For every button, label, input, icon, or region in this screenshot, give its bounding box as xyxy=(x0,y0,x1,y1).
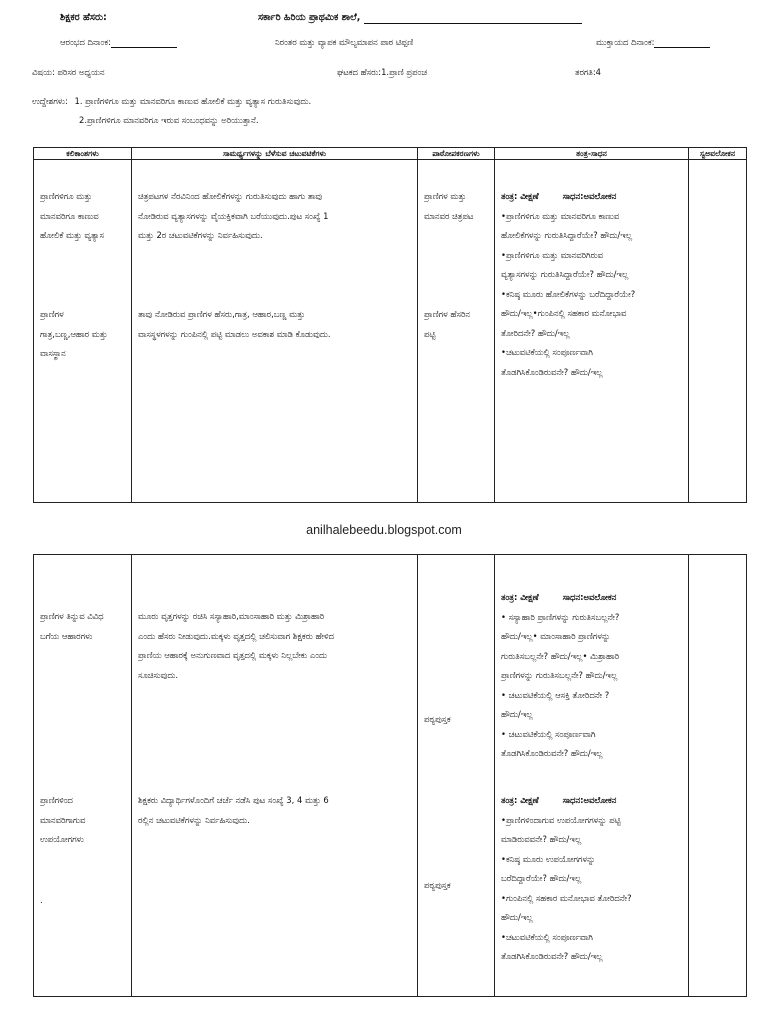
technique-line: ಪ್ರಾಣಿಗಳನ್ನು ಗುರುತಿಸಬಲ್ಲನೇ? ಹೌದು/ಇಲ್ಲ xyxy=(501,670,618,680)
lesson-table-1 xyxy=(33,147,747,503)
header-learning-points: ಕಲಿಕಾಂಶಗಳು xyxy=(34,148,132,160)
topic-animal-features: ಪ್ರಾಣಿಗಳ ಗಾತ್ರ,ಬಣ್ಣ,ಆಹಾರ ಮತ್ತು ವಾಸಸ್ಥಾನ xyxy=(40,309,108,358)
technique-tool-cell xyxy=(495,555,689,997)
start-date-label: ಆರಂಭದ ದಿನಾಂಕ: xyxy=(60,37,111,47)
table-header-row xyxy=(34,148,747,160)
learning-points-cell xyxy=(34,160,132,503)
materials-cell xyxy=(418,555,495,997)
technique-line: ತೊಡಗಿಸಿಕೊಂಡಿರುವನೇ? ಹೌದು/ಇಲ್ಲ xyxy=(501,951,603,961)
topic-animal-uses: ಪ್ರಾಣಿಗಳಿಂದ ಮಾನವರಿಗಾಗುವ ಉಪಯೋಗಗಳು xyxy=(40,795,86,844)
blog-watermark: anilhalebeedu.blogspot.com xyxy=(306,523,462,537)
technique-line: ಹೌದು/ಇಲ್ಲ•ಗುಂಪಿನಲ್ಲಿ ಸಹಕಾರ ಮನೋಭಾವ xyxy=(501,308,627,318)
activity-food-circles: ಮೂರು ವೃತ್ತಗಳನ್ನು ರಚಿಸಿ ಸಸ್ಯಾಹಾರಿ,ಮಾಂಸಾಹಾರಿ ಮತ್ತು ಮಿಶ್ರಾಹಾರಿ ಎಂದು ಹೆಸರು ನೀಡುವುದು.ಮಕ್ಕಳು ವೃತ್ತದಲ್ಲಿ ಚಲಿಸುವಾಗ ಶಿಕ್ಷಕರು ಹೇಳಿದ ಪ್ರಾಣಿಯ ಆಹಾರಕ್ಕೆ ಅನುಗುಣವಾದ ವೃತ್ತದಲ್ಲಿ ಮಕ್ಕಳು ನಿಲ್ಲಬೇಕು ಎಂದು ಸೂಚಿಸುವುದು. xyxy=(138,611,334,680)
activity-list-animals: ತಾವು ನೋಡಿರುವ ಪ್ರಾಣಿಗಳ ಹೆಸರು,ಗಾತ್ರ, ಆಹಾರ,ಬಣ್ಣ ಮತ್ತು ವಾಸಸ್ಥಳಗಳನ್ನು ಗುಂಪಿನಲ್ಲಿ ಪಟ್ಟಿ ಮಾಡಲು ಅವಕಾಶ ಮಾಡಿ ಕೊಡುವುದು. xyxy=(138,309,331,339)
header-technique-tool: ತಂತ್ರ-ಸಾಧನ xyxy=(495,148,689,160)
school-name-field[interactable] xyxy=(364,23,582,24)
material-textbook: ಪಠ್ಯಪುಸ್ತಕ xyxy=(424,880,451,890)
subject-label: ವಿಷಯ: ಪರಿಸರ ಅಧ್ಯಯನ xyxy=(32,67,105,77)
tool-title: ಸಾಧನ:ಅವಲೋಕನ xyxy=(562,592,617,602)
objectives-line-1 xyxy=(32,96,311,107)
tool-title: ಸಾಧನ:ಅವಲೋಕನ xyxy=(562,191,617,201)
technique-line: •ಚಟುವಟಿಕೆಯಲ್ಲಿ ಸಂಪೂರ್ಣವಾಗಿ xyxy=(501,347,593,357)
end-date-line xyxy=(596,37,710,48)
technique-line: • ಚಟುವಟಿಕೆಯಲ್ಲಿ ಸಂಪೂರ್ಣವಾಗಿ xyxy=(501,728,596,739)
technique-line: •ಚಟುವಟಿಕೆಯಲ್ಲಿ ಸಂಪೂರ್ಣವಾಗಿ xyxy=(501,931,593,942)
lesson-table-2 xyxy=(33,554,747,997)
materials-cell xyxy=(418,160,495,503)
technique-title: ತಂತ್ರ: ವೀಕ್ಷಣೆ xyxy=(501,795,539,805)
technique-line: ಗುರುತಿಸಬಲ್ಲನೇ? ಹೌದು/ಇಲ್ಲ• ಮಿಶ್ರಾಹಾರಿ xyxy=(501,650,620,661)
material-name-list: ಪ್ರಾಣಿಗಳ ಹೆಸರಿನ ಪಟ್ಟಿ xyxy=(424,309,471,339)
technique-line: ಹೌದು/ಇಲ್ಲ xyxy=(501,912,533,922)
topic-animals-humans: ಪ್ರಾಣಿಗಳಿಗೂ ಮತ್ತು ಮಾನವರಿಗೂ ಕಾಣುವ ಹೋಲಿಕೆ ಮತ್ತು ವ್ಯತ್ಯಾಸ xyxy=(40,191,104,240)
technique-title: ತಂತ್ರ: ವೀಕ್ಷಣೆ xyxy=(501,191,539,201)
learning-points-cell xyxy=(34,555,132,997)
unit-label: ಘಟಕದ ಹೆಸರು:1.ಪ್ರಾಣಿ ಪ್ರಪಂಚ xyxy=(337,67,427,77)
start-date-field[interactable] xyxy=(111,47,177,48)
material-picture-chart: ಪ್ರಾಣಿಗಳ ಮತ್ತು ಮಾನವರ ಚಿತ್ರಪಟ xyxy=(424,191,474,221)
technique-line: •ಗುಂಪಿನಲ್ಲಿ ಸಹಕಾರ ಮನೋಭಾವ ತೋರಿದನೇ? xyxy=(501,892,632,903)
school-label xyxy=(258,12,582,24)
technique-line: ಹೌದು/ಇಲ್ಲ xyxy=(501,709,533,719)
technique-line: • ಚಟುವಟಿಕೆಯಲ್ಲಿ ಆಸಕ್ತಿ ತೋರಿದನೇ ? xyxy=(501,689,610,700)
start-date-line xyxy=(60,37,177,48)
technique-title: ತಂತ್ರ: ವೀಕ್ಷಣೆ xyxy=(501,592,539,602)
technique-line: ಬರೆದಿದ್ದಾರೆಯೇ? ಹೌದು/ಇಲ್ಲ xyxy=(501,873,582,883)
technique-block-uses xyxy=(501,791,684,967)
activity-discussion: ಶಿಕ್ಷಕರು ವಿದ್ಯಾರ್ಥಿಗಳೊಂದಿಗೆ ಚರ್ಚೆ ನಡೆಸಿ ಪುಟ ಸಂಖ್ಯೆ 3, 4 ಮತ್ತು 6 ರಲ್ಲಿನ ಚಟುವಟಿಕೆಗಳನ್ನು ನಿರ್ವಹಿಸುವುದು. xyxy=(138,795,329,825)
technique-line: •ಪ್ರಾಣಿಗಳಿಗೂ ಮತ್ತು ಮಾನವರಿಗೂ ಕಾಣುವ xyxy=(501,210,620,221)
header-self-review: ಸ್ವಅವಲೋಕನ xyxy=(689,148,747,160)
activity-pictures: ಚಿತ್ರಪಟಗಳ ನೆರವಿನಿಂದ ಹೋಲಿಕೆಗಳನ್ನು ಗುರುತಿಸುವುದು ಹಾಗು ತಾವು ನೋಡಿರುವ ವ್ಯತ್ಯಾಸಗಳನ್ನು ವೈಯಕ್ತಿಕವಾಗಿ ಬರೆಯುವುದು.ಪುಟ ಸಂಖ್ಯೆ 1 ಮತ್ತು 2ರ ಚಟುವಟಿಕೆಗಳನ್ನು ನಿರ್ವಹಿಸುವುದು. xyxy=(138,191,329,240)
technique-line: ಹೋಲಿಕೆಗಳನ್ನು ಗುರುತಿಸಿದ್ದಾರೆಯೇ? ಹೌದು/ಇಲ್ಲ xyxy=(501,230,633,240)
material-textbook: ಪಠ್ಯಪುಸ್ತಕ xyxy=(424,714,451,724)
technique-line: •ಕನಿಷ್ಠ ಮೂರು ಉಪಯೋಗಗಳನ್ನು xyxy=(501,853,596,864)
school-label-text: ಸರ್ಕಾರಿ ಹಿರಿಯ ಪ್ರಾಥಮಿಕ ಶಾಲೆ, xyxy=(258,12,361,23)
technique-line: •ಪ್ರಾಣಿಗಳಿಂದಾಗುವ ಉಪಯೋಗಗಳನ್ನು ಪಟ್ಟಿ xyxy=(501,814,621,825)
objective-2: 2.ಪ್ರಾಣಿಗಳಿಗೂ ಮಾನವರಿಗೂ ಇರುವ ಸಂಬಂಧವನ್ನು ಅರಿಯುತ್ತಾನೆ. xyxy=(79,115,259,125)
activities-cell xyxy=(132,160,418,503)
technique-line: • ಸಸ್ಯಾಹಾರಿ ಪ್ರಾಣಿಗಳನ್ನು ಗುರುತಿಸಬಲ್ಲನೇ? xyxy=(501,611,620,622)
table-row xyxy=(34,160,747,503)
grade-label: ತರಗತಿ:4 xyxy=(575,67,601,77)
objectives-label: ಉದ್ದೇಶಗಳು: xyxy=(32,96,68,106)
technique-line: ತೊಡಗಿಸಿಕೊಂಡಿರುವನೇ? ಹೌದು/ಇಲ್ಲ xyxy=(501,748,603,758)
self-review-cell[interactable] xyxy=(689,160,747,503)
plan-title: ನಿರಂತರ ಮತ್ತು ವ್ಯಾಪಕ ಮೌಲ್ಯಮಾಪನ ಪಾಠ ಟಿಪ್ಪಣಿ xyxy=(275,37,414,47)
technique-line: ಹೌದು/ಇಲ್ಲ• ಮಾಂಸಾಹಾರಿ ಪ್ರಾಣಿಗಳನ್ನು xyxy=(501,631,611,641)
technique-block-food xyxy=(501,588,684,764)
teacher-name-label: ಶಿಕ್ಷಕರ ಹೆಸರು: xyxy=(60,12,107,23)
technique-line: ಮಾಡಿರುವವನೇ? ಹೌದು/ಇಲ್ಲ xyxy=(501,834,582,844)
technique-block xyxy=(501,187,684,382)
header-materials: ಪಾಠೋಪಕರಣಗಳು xyxy=(418,148,495,160)
self-review-cell[interactable] xyxy=(689,555,747,997)
technique-line: •ಪ್ರಾಣಿಗಳಿಗೂ ಮತ್ತು ಮಾನವರಿಗಿರುವ xyxy=(501,249,604,260)
end-date-label: ಮುಕ್ತಾಯದ ದಿನಾಂಕ: xyxy=(596,37,655,47)
technique-tool-cell xyxy=(495,160,689,503)
table-row xyxy=(34,555,747,997)
stray-dot: . xyxy=(40,895,43,905)
technique-line: ತೋರಿದನೇ? ಹೌದು/ಇಲ್ಲ xyxy=(501,327,570,338)
objective-1: 1. ಪ್ರಾಣಿಗಳಿಗೂ ಮತ್ತು ಮಾನವರಿಗೂ ಕಾಣುವ ಹೋಲಿಕೆ ಮತ್ತು ವ್ಯತ್ಯಾಸ ಗುರುತಿಸುವುದು. xyxy=(74,96,312,106)
technique-line: ವ್ಯತ್ಯಾಸಗಳನ್ನು ಗುರುತಿಸಿದ್ದಾರೆಯೇ? ಹೌದು/ಇಲ್ಲ xyxy=(501,269,629,279)
activities-cell xyxy=(132,555,418,997)
header-activities: ಸಾಮರ್ಥ್ಯಗಳನ್ನು ಬೆಳೆಸುವ ಚಟುವಟಿಕೆಗಳು xyxy=(132,148,418,160)
end-date-field[interactable] xyxy=(654,47,710,48)
technique-line: •ಕನಿಷ್ಠ ಮೂರು ಹೋಲಿಕೆಗಳನ್ನು ಬರೆದಿದ್ದಾರೆಯೇ? xyxy=(501,288,636,299)
technique-line: ತೊಡಗಿಸಿಕೊಂಡಿರುವನೇ? ಹೌದು/ಇಲ್ಲ xyxy=(501,366,603,377)
tool-title: ಸಾಧನ:ಅವಲೋಕನ xyxy=(562,795,617,805)
topic-animal-food: ಪ್ರಾಣಿಗಳ ತಿನ್ನುವ ವಿವಿಧ ಬಗೆಯ ಆಹಾರಗಳು xyxy=(40,611,104,641)
